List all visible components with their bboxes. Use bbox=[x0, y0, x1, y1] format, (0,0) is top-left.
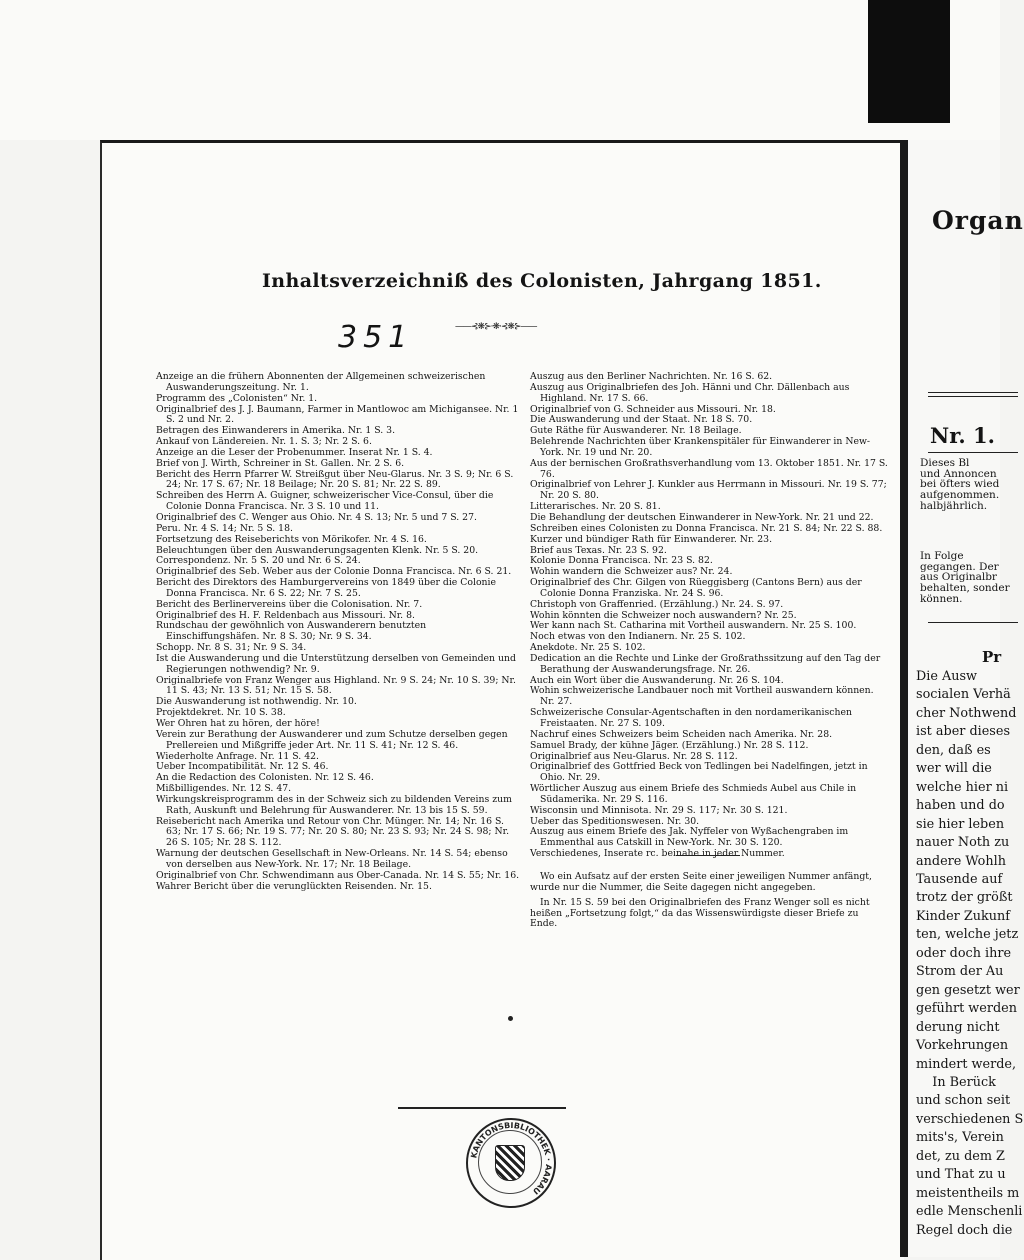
index-entry: Auszug aus den Berliner Nachrichten. Nr. 16 S. 62. bbox=[530, 371, 773, 382]
coat-of-arms-icon bbox=[495, 1145, 525, 1181]
index-entry: Ist die Auswanderung und die Unterstützung derselben von Gemeinden und Regierungen nothwendig? Nr. 9. bbox=[156, 652, 516, 675]
index-entry: Betragen des Einwanderers in Amerika. Nr. 1 S. 3. bbox=[156, 425, 396, 437]
index-entry: Originalbrief des Seb. Weber aus der Colonie Donna Francisca. Nr. 6 S. 21. bbox=[156, 566, 512, 578]
index-entry: Wisconsin und Minnisota. Nr. 29 S. 117; Nr. 30 S. 121. bbox=[530, 804, 788, 816]
index-entry: Wohin könnten die Schweizer noch auswandern? Nr. 25. bbox=[530, 609, 797, 621]
index-entry: Wirkungskreisprogramm des in der Schweiz sich zu bildenden Vereins zum Rath, Auskunft und Belehrung für Auswanderer. Nr. 13 bis 15 S. 59. bbox=[156, 793, 512, 816]
adjacent-rule bbox=[928, 396, 1018, 397]
index-entry: Ueber das Speditionswesen. Nr. 30. bbox=[530, 815, 700, 827]
index-entry: Mißbilligendes. Nr. 12 S. 47. bbox=[156, 783, 292, 795]
index-entry: Fortsetzung des Reiseberichts von Mörikofer. Nr. 4 S. 16. bbox=[156, 533, 427, 545]
handwritten-number: 351 bbox=[338, 320, 414, 355]
index-entry: Die Auswanderung ist nothwendig. Nr. 10. bbox=[156, 696, 357, 708]
index-entry: Dedication an die Rechte und Linke der Großrathssitzung auf den Tag der Berathung der Auswanderungsfrage. Nr. 26. bbox=[530, 652, 881, 675]
index-entry: Schreiben eines Colonisten zu Donna Francisca. Nr. 21 S. 84; Nr. 22 S. 88. bbox=[530, 522, 883, 534]
index-entry: Anzeige an die Leser der Probenummer. Inserat Nr. 1 S. 4. bbox=[156, 446, 433, 458]
index-entry: Noch etwas von den Indianern. Nr. 25 S. 102. bbox=[530, 631, 746, 643]
index-entry: Beleuchtungen über den Auswanderungsagenten Klenk. Nr. 5 S. 20. bbox=[156, 544, 479, 556]
index-entry: Die Auswanderung und der Staat. Nr. 18 S. 70. bbox=[530, 414, 753, 426]
index-entry: Originalbrief aus Neu-Glarus. Nr. 28 S. 112. bbox=[530, 750, 738, 762]
adjacent-heading: Pr bbox=[982, 648, 1002, 666]
library-stamp bbox=[466, 1118, 556, 1208]
svg-text:KANTONSBIBLIOTHEK · AARAU: KANTONSBIBLIOTHEK · AARAU bbox=[469, 1120, 554, 1197]
ornament-divider: ——⊰❋⊱·❋·⊰❋⊱—— bbox=[455, 322, 537, 332]
adjacent-rule bbox=[928, 622, 1018, 623]
note-paragraph: Wo ein Aufsatz auf der ersten Seite einer jeweiligen Nummer anfängt, wurde nur die Nummer, die Seite dagegen nicht angegeben. bbox=[530, 871, 872, 893]
index-entry: Samuel Brady, der kühne Jäger. (Erzählung.) Nr. 28 S. 112. bbox=[530, 739, 809, 751]
index-entry: Bericht des Direktors des Hamburgervereins von 1849 über die Colonie Donna Francisca. Nr. 6 S. 22; Nr. 7 S. 25. bbox=[156, 577, 497, 599]
index-entry: Brief aus Texas. Nr. 23 S. 92. bbox=[530, 544, 667, 556]
ink-dot bbox=[508, 1016, 513, 1021]
index-entry: Originalbrief von Chr. Schwendimann aus Ober-Canada. Nr. 14 S. 55; Nr. 16. bbox=[156, 869, 520, 881]
index-entry: Brief von J. Wirth, Schreiner in St. Gallen. Nr. 2 S. 6. bbox=[156, 457, 405, 469]
index-entry: Verschiedenes, Inserate rc. beinahe in jeder Nummer. bbox=[530, 848, 785, 860]
index-entry: Originalbrief des C. Wenger aus Ohio. Nr. 4 S. 13; Nr. 5 und 7 S. 27. bbox=[156, 511, 477, 523]
adjacent-notice-b: In Folge gegangen. Der aus Originalbr behalten, sonder können. bbox=[920, 550, 1010, 605]
adjacent-page bbox=[908, 140, 1024, 1257]
index-entry: Bericht des Berlinervereins über die Colonisation. Nr. 7. bbox=[156, 598, 423, 610]
book-spine bbox=[900, 140, 908, 1257]
adjacent-rule bbox=[928, 392, 1018, 393]
index-entry: Kolonie Donna Francisca. Nr. 23 S. 82. bbox=[530, 555, 713, 567]
index-entry: Wer Ohren hat zu hören, der höre! bbox=[156, 718, 320, 729]
bottom-rule bbox=[398, 1107, 566, 1109]
adjacent-notice-a: Dieses Bl und Annoncen bei öfters wied aufgenommen. halbjährlich. bbox=[920, 457, 1000, 512]
index-entry: Anzeige an die frühern Abonnenten der Allgemeinen schweizerischen Auswanderungszeitung. Nr. 1. bbox=[156, 371, 486, 393]
index-entry: Schopp. Nr. 8 S. 31; Nr. 9 S. 34. bbox=[156, 642, 307, 654]
index-entry: Schweizerische Consular-Agentschaften in den nordamerikanischen Freistaaten. Nr. 27 S. 109. bbox=[530, 707, 852, 729]
index-entry: Originalbrief von G. Schneider aus Missouri. Nr. 18. bbox=[530, 403, 776, 415]
adjacent-issue-number: Nr. 1. bbox=[930, 423, 995, 448]
index-entry: Wer kann nach St. Catharina mit Vortheil auswandern. Nr. 25 S. 100. bbox=[530, 620, 857, 632]
index-entry: Originalbrief des Gottfried Beck von Tedlingen bei Nadelfingen, jetzt in Ohio. Nr. 29. bbox=[530, 761, 868, 784]
index-entry: Schreiben des Herrn A. Guigner, schweizerischer Vice-Consul, über die Colonie Donna Francisca. Nr. 3 S. 10 und 11. bbox=[156, 490, 494, 513]
index-entry: Programm des „Colonisten“ Nr. 1. bbox=[156, 392, 318, 404]
index-entry: Warnung der deutschen Gesellschaft in New-Orleans. Nr. 14 S. 54; ebenso von derselben aus New-York. Nr. 17; Nr. 18 Beilage. bbox=[156, 848, 508, 870]
index-entry: Originalbrief von Lehrer J. Kunkler aus Herrmann in Missouri. Nr. 19 S. 77; Nr. 20 S. 80. bbox=[530, 479, 887, 502]
page-title: Inhaltsverzeichniß des Colonisten, Jahrgang 1851. bbox=[262, 270, 822, 292]
index-entry: Reisebericht nach Amerika und Retour von Chr. Münger. Nr. 14; Nr. 16 S. 63; Nr. 17 S. 66; Nr. 19 S. 77; Nr. 20 S. 80; Nr. 23 S. 93; Nr. 24 S. 98; Nr. 26 S. 105; Nr. 28 S. 112. bbox=[156, 815, 510, 849]
index-entry: An die Redaction des Colonisten. Nr. 12 S. 46. bbox=[156, 772, 374, 784]
index-entry: Originalbrief des H. F. Reldenbach aus Missouri. Nr. 8. bbox=[156, 609, 415, 621]
index-entry: Litterarisches. Nr. 20 S. 81. bbox=[530, 501, 661, 513]
index-entry: Peru. Nr. 4 S. 14; Nr. 5 S. 18. bbox=[156, 522, 293, 534]
index-entry: Auszug aus Originalbriefen des Joh. Hänni und Chr. Dällenbach aus Highland. Nr. 17 S. 66. bbox=[530, 381, 850, 404]
index-entry: Anekdote. Nr. 25 S. 102. bbox=[530, 642, 646, 654]
index-column-right bbox=[530, 372, 888, 860]
adjacent-masthead: Organ bbox=[932, 206, 1024, 235]
note-paragraph: In Nr. 15 S. 59 bei den Originalbriefen des Franz Wenger soll es nicht heißen „Fortsetzung folgt,“ da das Wissenswürdigste dieser Briefe zu Ende. bbox=[530, 896, 870, 930]
index-entry: Die Behandlung der deutschen Einwanderer in New-York. Nr. 21 und 22. bbox=[530, 511, 874, 523]
index-entry: Ankauf von Ländereien. Nr. 1. S. 3; Nr. 2 S. 6. bbox=[156, 436, 372, 448]
scan-margin bbox=[0, 0, 1000, 140]
index-entry: Originalbriefe von Franz Wenger aus Highland. Nr. 9 S. 24; Nr. 10 S. 39; Nr. 11 S. 43; Nr. 13 S. 51; Nr. 15 S. 58. bbox=[156, 674, 516, 697]
index-entry: Auch ein Wort über die Auswanderung. Nr. 26 S. 104. bbox=[530, 674, 784, 686]
editorial-notes bbox=[530, 872, 888, 934]
index-entry: Correspondenz. Nr. 5 S. 20 und Nr. 6 S. 24. bbox=[156, 555, 361, 567]
index-entry: Wohin wandern die Schweizer aus? Nr. 24. bbox=[530, 566, 733, 578]
index-entry: Christoph von Graffenried. (Erzählung.) Nr. 24. S. 97. bbox=[530, 598, 784, 610]
index-entry: Bericht des Herrn Pfarrer W. Streißgut über Neu-Glarus. Nr. 3 S. 9; Nr. 6 S. 24; Nr. 17 S. 67; Nr. 18 Beilage; Nr. 20 S. 81; Nr. 22 S. 89. bbox=[156, 468, 514, 491]
index-entry: Wohin schweizerische Landbauer noch mit Vortheil auswandern können. Nr. 27. bbox=[530, 685, 874, 708]
section-rule bbox=[676, 855, 740, 856]
adjacent-rule bbox=[928, 452, 1018, 453]
index-entry: Nachruf eines Schweizers beim Scheiden nach Amerika. Nr. 28. bbox=[530, 728, 833, 740]
index-entry: Ueber Incompatibilität. Nr. 12 S. 46. bbox=[156, 761, 329, 773]
index-entry: Verein zur Berathung der Auswanderer und zum Schutze derselben gegen Prellereien und Mißgriffe jeder Art. Nr. 11 S. 41; Nr. 12 S. 46. bbox=[156, 728, 508, 751]
index-entry: Projektdekret. Nr. 10 S. 38. bbox=[156, 707, 286, 719]
index-entry: Rundschau der gewöhnlich von Auswanderern benutzten Einschiffungshäfen. Nr. 8 S. 30; Nr. 9 S. 34. bbox=[156, 620, 427, 643]
index-entry: Wörtlicher Auszug aus einem Briefe des Schmieds Aubel aus Chile in Südamerika. Nr. 29 S. 116. bbox=[530, 783, 857, 805]
index-entry: Wahrer Bericht über die verunglückten Reisenden. Nr. 15. bbox=[156, 880, 432, 892]
index-entry: Kurzer und bündiger Rath für Einwanderer. Nr. 23. bbox=[530, 533, 773, 545]
index-entry: Auszug aus einem Briefe des Jak. Nyffeler von Wyßachengraben im Emmenthal aus Catskill in New-York. Nr. 30 S. 120. bbox=[530, 826, 849, 849]
index-entry: Belehrende Nachrichten über Krankenspitäler für Einwanderer in New-York. Nr. 19 und Nr. 20. bbox=[530, 436, 871, 458]
index-entry: Originalbrief des J. J. Baumann, Farmer in Mantlowoc am Michigansee. Nr. 1 S. 2 und Nr. 2. bbox=[156, 403, 519, 426]
index-entry: Originalbrief des Chr. Gilgen von Rüeggisberg (Cantons Bern) aus der Colonie Donna Franziska. Nr. 24 S. 96. bbox=[530, 577, 862, 599]
index-entry: Wiederholte Anfrage. Nr. 11 S. 42. bbox=[156, 750, 319, 762]
index-entry: Gute Räthe für Auswanderer. Nr. 18 Beilage. bbox=[530, 425, 742, 437]
index-entry: Aus der bernischen Großrathsverhandlung vom 13. Oktober 1851. Nr. 17 S. 76. bbox=[530, 457, 888, 480]
scan-black-bar bbox=[868, 0, 950, 123]
adjacent-body-text: Die Ausw socialen Verhä cher Nothwend ist aber dieses den, daß es wer will die welche hier ni haben und do sie hier leben nauer Noth zu andere Wohlh Tausende auf trotz der größt Kinder Zukunf ten, welche jetz oder doch ihre Strom der Au gen gesetzt wer geführt werden derung nicht Vorkehrungen mindert werde, In Berück und schon seit verschiedenen S mits's, Verein det, zu dem Z und That zu u meistentheils m edle Menschenli Regel doch die bbox=[916, 669, 1024, 1238]
index-column-left bbox=[156, 372, 520, 893]
